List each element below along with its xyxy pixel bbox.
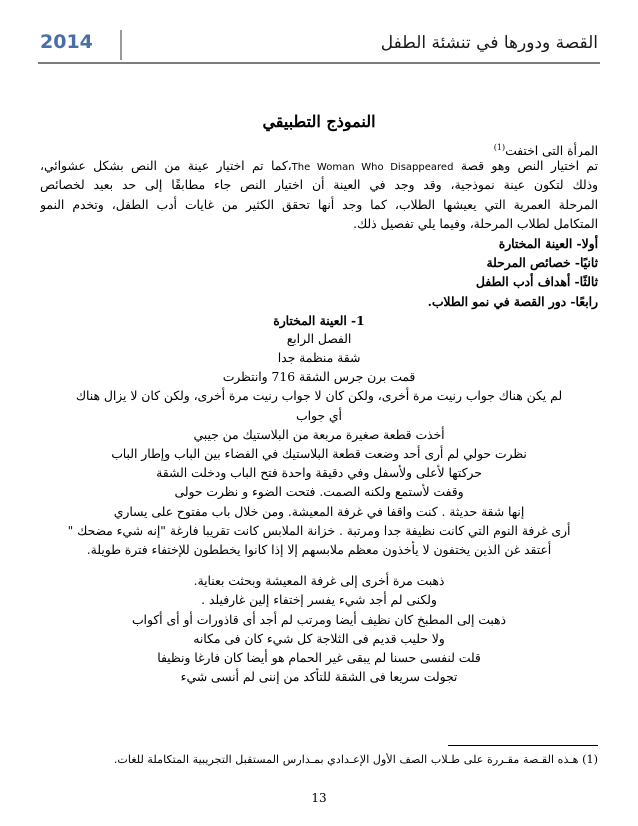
story-line: نظرت حولي لم أرى أحد وضعت قطعة البلاستيك في الفضاء بين الباب وإطار الباب bbox=[111, 447, 527, 461]
outline-item: ثانيًا- خصائص المرحلة bbox=[486, 255, 598, 271]
story-line: قمت برن جرس الشقة 716 وانتظرت bbox=[222, 370, 416, 385]
story-line: ولا حليب قديم فى الثلاجة كل شيء كان فى مكانه bbox=[193, 631, 445, 646]
running-header-year: 2014 bbox=[40, 31, 93, 53]
story-line: حركتها لأعلى ولأسفل وفي دقيقة واحدة فتح الباب ودخلت الشقة bbox=[156, 466, 482, 481]
footnote-rule bbox=[448, 745, 598, 746]
story-line: وقفت لأستمع ولكنه الصمت. فتحت الضوء و نظرت حولى bbox=[174, 485, 464, 500]
page-number: 13 bbox=[311, 791, 327, 805]
story-line: أي جواب bbox=[296, 408, 342, 423]
header-divider bbox=[120, 30, 122, 60]
subsection-title: 1- العينة المختارة bbox=[273, 312, 365, 328]
paragraph-fragment: تم اختيار النص وهو قصة bbox=[460, 159, 598, 174]
story-line: قلت لنفسى حسنا لم يبقى غير الحمام هو أيضا كان فارغا ونظيفا bbox=[157, 650, 481, 665]
english-title: The Woman Who Disappeared bbox=[291, 162, 454, 174]
story-line: أرى غرفة النوم التي كانت نظيفة جدا ومرتبة . خزانة الملابس كانت تقريبا فارغة "إنه شيء مضحك " bbox=[67, 523, 571, 538]
story-line: ولكنى لم أجد شيء يفسر إختفاء إلين غارفيلد . bbox=[201, 593, 437, 608]
paragraph-line bbox=[40, 157, 598, 176]
chapter-subtitle: شقة منظمة جدا bbox=[277, 351, 361, 366]
paragraph-gap bbox=[40, 560, 598, 572]
outline-item: رابعًا- دور القصة في نمو الطلاب. bbox=[427, 293, 598, 309]
section-heading: النموذج التطبيقي bbox=[262, 112, 376, 131]
footnote: (1) هـذه القـصة مقـررة على طـلاب الصف الأول الإعـدادي بمـدارس المستقبل التجريبية المتكاملة للغات. bbox=[113, 753, 598, 766]
story-line: إنها شقة حديثة . كنت واقفا في غرفة المعيشة. ومن خلال باب مفتوح على يساري bbox=[113, 504, 525, 519]
story-line: لم يكن هناك جواب رنيت مرة أخرى، ولكن كان لا جواب رنيت مرة أخرى، ولكن كان لا يزال هناك bbox=[75, 389, 563, 404]
running-header-title: القصة ودورها في تنشئة الطفل bbox=[380, 33, 598, 53]
footnote-marker: (1) bbox=[493, 143, 506, 152]
paragraph-fragment: ،كما تم اختيار عينة من النص بشكل عشوائي، bbox=[40, 159, 292, 174]
story-title: المرأة التي اختفت bbox=[505, 144, 598, 158]
outline-item: أولا- العينة المختارة bbox=[498, 235, 598, 251]
intro-story-title bbox=[40, 138, 598, 157]
paragraph-line: المرحلة العمرية التي يعيشها الطلاب، كما وجد أنها تحقق الكثير من غايات أدب الطفل، وتخدم النمو bbox=[40, 197, 598, 212]
document-body bbox=[40, 138, 598, 687]
story-line: أخذت قطعة صغيرة مربعة من البلاستيك من جيبي bbox=[193, 427, 445, 442]
outline-item: ثالثًا- أهداف أدب الطفل bbox=[475, 274, 598, 290]
chapter-label: الفصل الرابع bbox=[286, 331, 352, 346]
story-line: ذهبت مرة أخرى إلى غرفة المعيشة وبحثت بعناية. bbox=[193, 574, 445, 589]
story-line: تجولت سريعا فى الشقة للتأكد من إننى لم أنسى شيء bbox=[180, 670, 458, 685]
paragraph-line: المتكامل لطلاب المرحلة، وفيما يلي تفصيل ذلك. bbox=[353, 216, 598, 231]
header-rule bbox=[38, 62, 600, 64]
story-line: ذهبت إلى المطبخ كان نظيف أيضا ومرتب لم أجد أى قاذورات أو أى أكواب bbox=[131, 612, 507, 627]
paragraph-line: وذلك لتكون عينة نموذجية، وقد وجد في العينة أن اختيار النص جاء مطابقًا إلى حد بعيد لخصائص bbox=[40, 178, 598, 193]
story-line: أعتقد غن الذين يختفون لا يأخذون معظم ملابسهم إلا إذا كانوا يخططون للإختفاء فترة طويلة. bbox=[86, 542, 552, 557]
